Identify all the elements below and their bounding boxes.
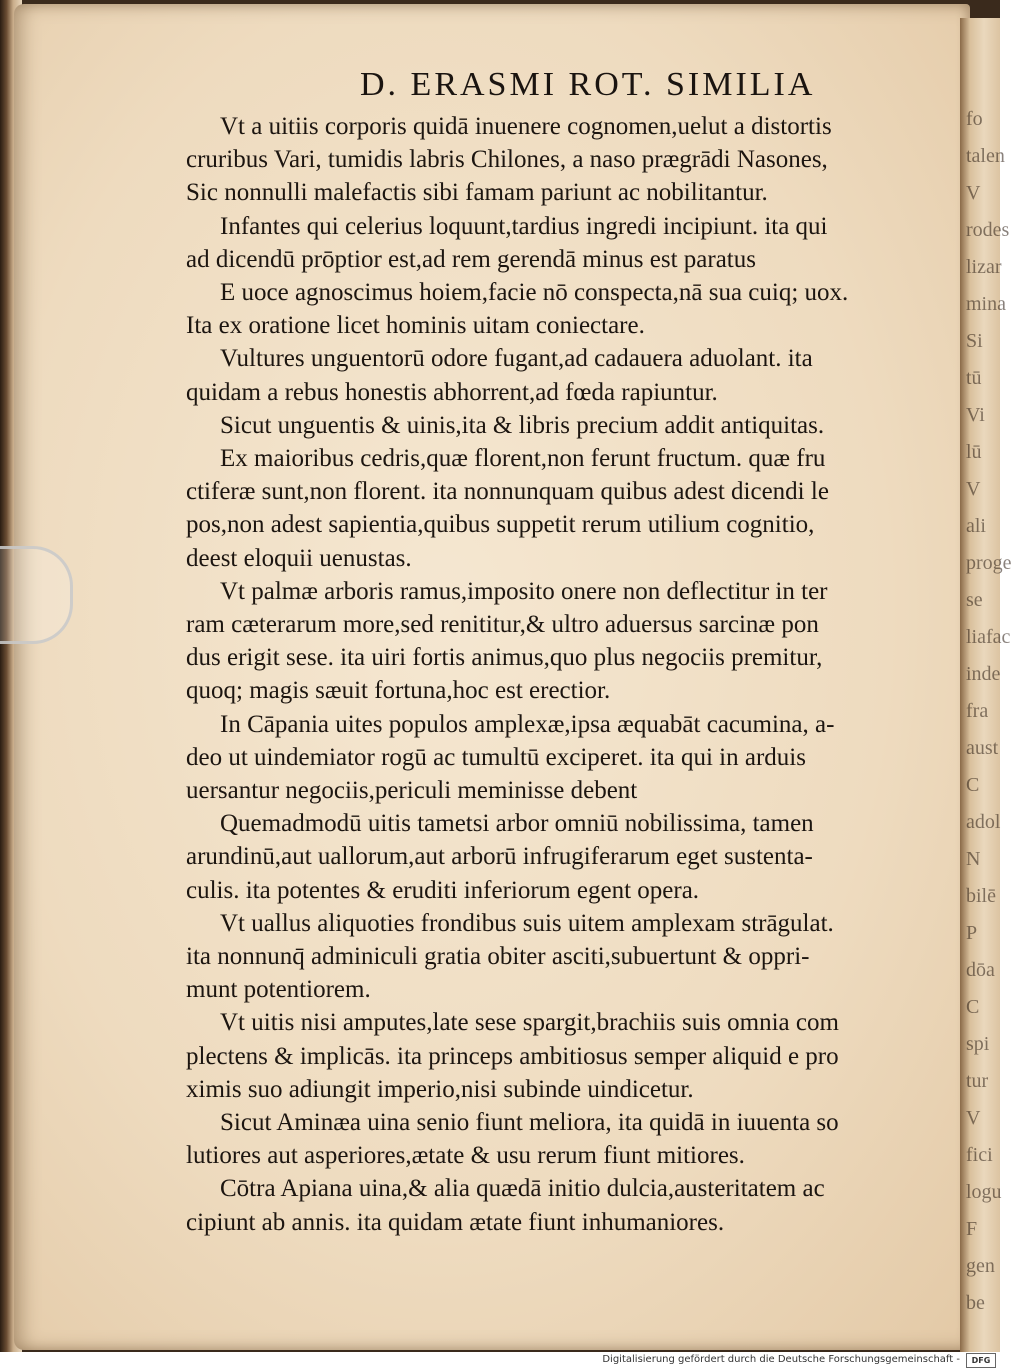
digitization-credit: Digitalisierung gefördert durch die Deutsche Forschungsgemeinschaft - — [602, 1354, 960, 1365]
text-line: E uoce agnoscimus hoiem,facie nō conspecta,nā sua cuiq; uox. — [220, 279, 849, 306]
text-line: Quemadmodū uitis tametsi arbor omniū nobilissima, tamen — [220, 810, 814, 838]
facing-page-text: lū — [966, 441, 982, 463]
facing-page-text: tur — [966, 1070, 989, 1092]
facing-page-text: fra — [966, 700, 989, 722]
page-clip — [0, 546, 73, 644]
text-line: In Cāpania uites populos amplexæ,ipsa æquabāt cacumina, a- — [220, 710, 835, 738]
facing-page-text: V — [966, 478, 981, 500]
text-line: arundinū,aut uallorum,aut arborū infrugiferarum eget sustenta- — [186, 843, 813, 871]
facing-page-text: Vi — [966, 404, 985, 426]
facing-page-text: ali — [966, 515, 986, 537]
facing-page-text: C — [966, 996, 980, 1018]
text-line: Cōtra Apiana uina,& alia quædā initio dulcia,austeritatem ac — [220, 1175, 825, 1203]
text-line: Ex maioribus cedris,quæ florent,non ferunt fructum. quæ fru — [220, 445, 826, 472]
facing-page-text: gen — [966, 1255, 995, 1277]
facing-page-text: liafac — [966, 626, 1011, 648]
facing-page-text: lizar — [966, 256, 1002, 278]
facing-page-text: bilē — [966, 885, 996, 907]
text-line: plectens & implicās. ita princeps ambitiosus semper aliquid e pro — [186, 1042, 839, 1070]
text-line: Vt uallus aliquoties frondibus suis uitem amplexam strāgulat. — [220, 909, 834, 937]
facing-page-text: adol — [966, 811, 1001, 833]
text-line: cipiunt ab annis. ita quidam ætate fiunt inhumaniores. — [186, 1208, 725, 1236]
text-line: Ita ex oratione licet hominis uitam coniectare. — [186, 312, 645, 340]
facing-page-text: rodes — [966, 219, 1010, 241]
facing-page-text: aust — [966, 737, 999, 759]
facing-page-text: proge — [966, 552, 1012, 574]
text-line: Vt uitis nisi amputes,late sese spargit,brachiis suis omnia com — [220, 1009, 839, 1037]
text-line: deo ut uindemiator rogū ac tumultū exciperet. ita qui in arduis — [186, 743, 806, 771]
facing-page-text: F — [966, 1218, 978, 1240]
facing-page-text: V — [966, 1107, 981, 1129]
text-line: munt potentiorem. — [186, 976, 371, 1004]
text-line: culis. ita potentes & eruditi inferiorum egent opera. — [186, 876, 700, 904]
facing-page-text: mina — [966, 293, 1006, 315]
facing-page-text: fici — [966, 1144, 993, 1166]
facing-page-text: N — [966, 848, 981, 870]
facing-page-text: tū — [966, 367, 982, 389]
text-line: Vultures unguentorū odore fugant,ad cadauera aduolant. ita — [220, 345, 813, 373]
facing-page-text: inde — [966, 663, 1001, 685]
text-line: deest eloquii uenustas. — [186, 544, 412, 572]
facing-page-text: P — [966, 922, 978, 944]
facing-page-text: dōa — [966, 959, 995, 981]
facing-page-text: fo — [966, 108, 983, 130]
text-line: Infantes qui celerius loquunt,tardius ingredi incipiunt. ita qui — [220, 212, 828, 240]
facing-page-text: se — [966, 589, 983, 611]
text-line: ita nonnunq̄ adminiculi gratia obiter asciti,subuertunt & oppri- — [186, 943, 810, 970]
text-line: Sicut Aminæa uina senio fiunt meliora, ita quidā in iuuenta so — [220, 1109, 839, 1136]
text-line: quidam a rebus honestis abhorrent,ad fœda rapiuntur. — [186, 378, 718, 406]
facing-page-text: C — [966, 774, 980, 796]
facing-page-text: spi — [966, 1033, 990, 1055]
text-line: Vt palmæ arboris ramus,imposito onere non deflectitur in ter — [220, 577, 828, 605]
facing-page-text: be — [966, 1292, 985, 1314]
text-line: ram cæterarum more,sed renititur,& ultro aduersus sarcinæ pon — [186, 611, 819, 638]
text-line: dus erigit sese. ita uiri fortis animus,quo plus negociis premitur, — [186, 644, 823, 672]
text-line: quoq; magis sæuit fortuna,hoc est erectior. — [186, 677, 611, 705]
running-title: D. ERASMI ROT. SIMILIA — [360, 66, 816, 103]
text-line: ximis suo adiungit imperio,nisi subinde uindicetur. — [186, 1075, 694, 1103]
text-line: uersantur negociis,periculi meminisse debent — [186, 777, 638, 804]
text-line: ctiferæ sunt,non florent. ita nonnunquam quibus adest dicendi le — [186, 478, 829, 506]
text-line: pos,non adest sapientia,quibus suppetit rerum utilium cognitio, — [186, 511, 815, 539]
facing-page-text: logu — [966, 1181, 1002, 1203]
text-line: Sicut unguentis & uinis,ita & libris precium addit antiquitas. — [220, 411, 825, 439]
dfg-logo-icon: DFG — [966, 1353, 996, 1368]
text-line: Vt a uitiis corporis quidā inuenere cognomen,uelut a distortis — [220, 113, 832, 140]
facing-page-text: Si — [966, 330, 983, 352]
text-line: cruribus Vari, tumidis labris Chilones, a naso prægrādi Nasones, — [186, 146, 828, 174]
facing-page-text: V — [966, 182, 981, 204]
text-line: Sic nonnulli malefactis sibi famam pariunt ac nobilitantur. — [186, 179, 768, 207]
facing-page-fragment — [960, 18, 1012, 1352]
facing-page-text: talen — [966, 145, 1005, 167]
text-line: ad dicendū prōptior est,ad rem gerendā minus est paratus — [186, 245, 756, 273]
text-line: lutiores aut asperiores,ætate & usu rerum fiunt mitiores. — [186, 1142, 745, 1170]
